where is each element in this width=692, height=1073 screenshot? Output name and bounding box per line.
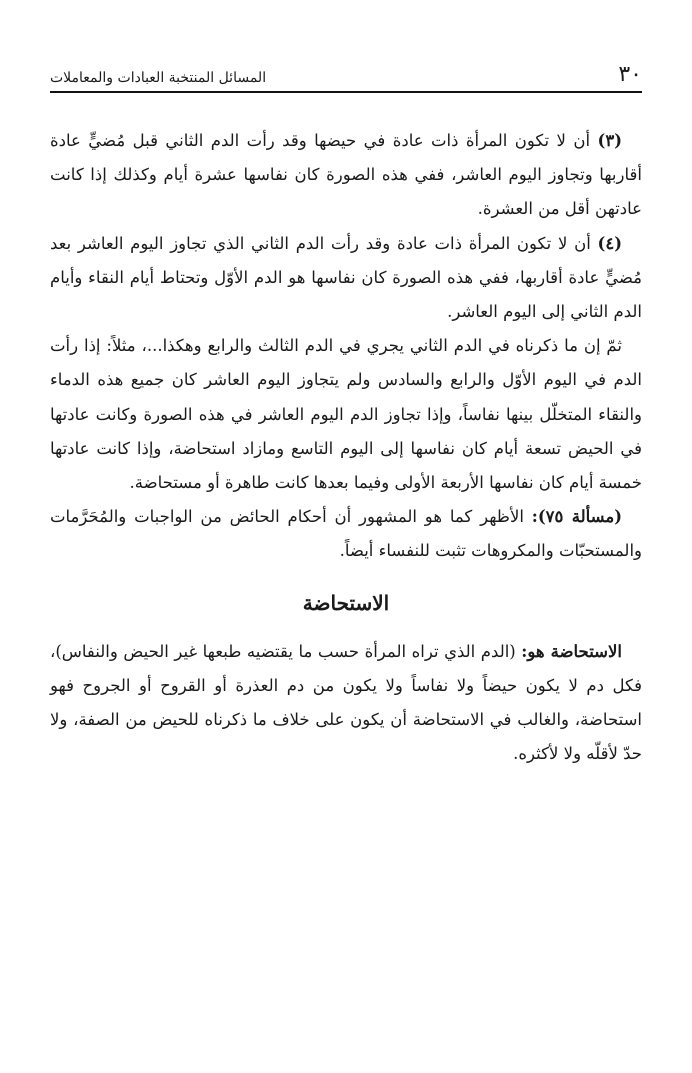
paragraph-general-rule [50,329,642,500]
paragraph-text: أن لا تكون المرأة ذات عادة في حيضها وقد رأت الدم الثاني قبل مُضيٍّ عادة أقاربها وتجاوز اليوم العاشر، ففي هذه الصورة كان نفاسها عشرة أيام وكذلك إذا كانت عادتهن أقل من العشرة. [50,131,642,219]
page-body [50,124,642,771]
section-heading: الاستحاضة [302,590,390,615]
header-rule [50,91,642,93]
definition-term: الاستحاضة هو: [521,641,622,661]
running-title: المسائل المنتخبة العبادات والمعاملات [50,70,267,86]
case-number: (٤) [597,233,622,253]
paragraph-text: الأظهر كما هو المشهور أن أحكام الحائض من الواجبات والمُحَرَّمات والمستحبّات والمكروهات تثبت للنفساء أيضاً. [50,507,642,561]
page-number: ٣٠ [618,62,642,87]
running-header [50,58,642,88]
paragraph-case-4 [50,227,642,330]
definition-text: (الدم الذي تراه المرأة حسب ما يقتضيه طبعها غير الحيض والنفاس)، فكل دم لا يكون حيضاً ولا نفاساً ولا يكون من دم العذرة أو القروح أو الجروح فهو استحاضة، والغالب في الاستحاضة أن يكون على خلاف ما ذكرناه للحيض من الصفة، ولا حدّ لأقلّه ولا لأكثره. [50,641,642,764]
paragraph-definition [50,635,642,772]
paragraph-text: ثمّ إن ما ذكرناه في الدم الثاني يجري في الدم الثالث والرابع وهكذا...، مثلاً: إذا رأت الدم في اليوم الأوّل والرابع والسادس ولم يتجاوز اليوم العاشر كان جميع هذه الدماء والنقاء المتخلّل بينها نفاساً، وإذا تجاوز الدم اليوم العاشر في هذه الصورة وكانت عادتها في الحيض تسعة أيام كان نفاسها إلى اليوم التاسع ومازاد استحاضة، وإذا كانت عادتها خمسة أيام كان نفاسها الأربعة الأولى وفيما بعدها كانت طاهرة أو مستحاضة. [50,336,642,493]
case-number: (٣) [597,131,622,150]
paragraph-issue-75 [50,500,642,568]
paragraph-text: أن لا تكون المرأة ذات عادة وقد رأت الدم الثاني الذي تجاوز اليوم العاشر بعد مُضيٍّ عادة أقاربها، ففي هذه الصورة كان نفاسها هو الدم الأوّل وتحتاط أيام النقاء وأيام الدم الثاني إلى اليوم العاشر. [50,233,642,322]
issue-label: (مسألة ٧٥): [531,507,622,527]
paragraph-case-3 [50,124,642,227]
